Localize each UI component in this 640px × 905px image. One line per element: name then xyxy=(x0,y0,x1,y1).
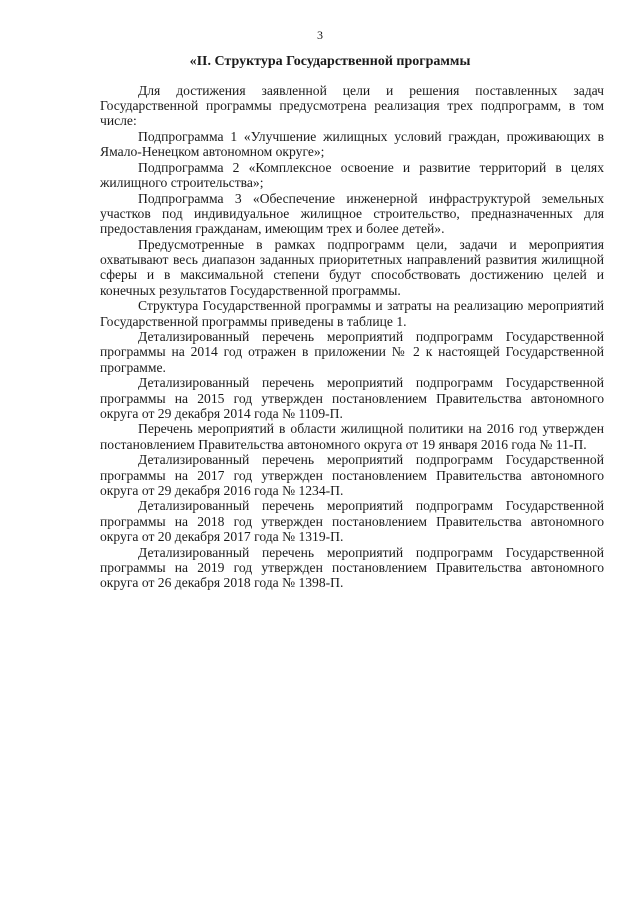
page-number: 3 xyxy=(317,28,323,42)
paragraph-subprogram-3: Подпрограмма 3 «Обеспечение инженерной инфраструктурой земельных участков под индивидуальное жилищное строительство, предназначенных для предоставления гражданам, имеющим трех и более детей». xyxy=(100,190,604,237)
paragraph-intro: Для достижения заявленной цели и решения поставленных задач Государственной программы предусмотрена реализация трех подпрограмм, в том числе: xyxy=(100,83,604,129)
paragraph-list-2015: Детализированный перечень мероприятий подпрограмм Государственной программы на 2015 год утвержден постановлением Правительства автономного округа от 29 декабря 2014 года № 1109-П. xyxy=(100,375,604,421)
paragraph-subprogram-2: Подпрограмма 2 «Комплексное освоение и развитие территорий в целях жилищного строительства»; xyxy=(100,160,604,191)
paragraph-list-2018: Детализированный перечень мероприятий подпрограмм Государственной программы на 2018 год утвержден постановлением Правительства автономного округа от 20 декабря 2017 года № 1319-П. xyxy=(100,498,604,544)
paragraph-structure: Структура Государственной программы и затраты на реализацию мероприятий Государственной программы приведены в таблице 1. xyxy=(100,298,604,329)
paragraph-subprogram-1: Подпрограмма 1 «Улучшение жилищных условий граждан, проживающих в Ямало-Ненецком автономном округе»; xyxy=(100,129,604,160)
paragraph-list-2014: Детализированный перечень мероприятий подпрограмм Государственной программы на 2014 год отражен в приложении № 2 к настоящей Государственной программе. xyxy=(100,329,604,375)
section-heading: «II. Структура Государственной программы xyxy=(189,54,471,69)
paragraph-list-2016: Перечень мероприятий в области жилищной политики на 2016 год утвержден постановлением Правительства автономного округа от 19 января 2016 года № 11-П. xyxy=(100,421,604,452)
paragraph-goals: Предусмотренные в рамках подпрограмм цели, задачи и мероприятия охватывают весь диапазон заданных приоритетных направлений развития жилищной сферы и в максимальной степени будут способствовать достижению целей и конечных результатов Государственной программы. xyxy=(100,237,604,298)
paragraph-list-2019: Детализированный перечень мероприятий подпрограмм Государственной программы на 2019 год утвержден постановлением Правительства автономного округа от 26 декабря 2018 года № 1398-П. xyxy=(100,544,604,590)
document-body xyxy=(100,83,604,591)
paragraph-list-2017: Детализированный перечень мероприятий подпрограмм Государственной программы на 2017 год утвержден постановлением Правительства автономного округа от 29 декабря 2016 года № 1234-П. xyxy=(100,452,604,498)
